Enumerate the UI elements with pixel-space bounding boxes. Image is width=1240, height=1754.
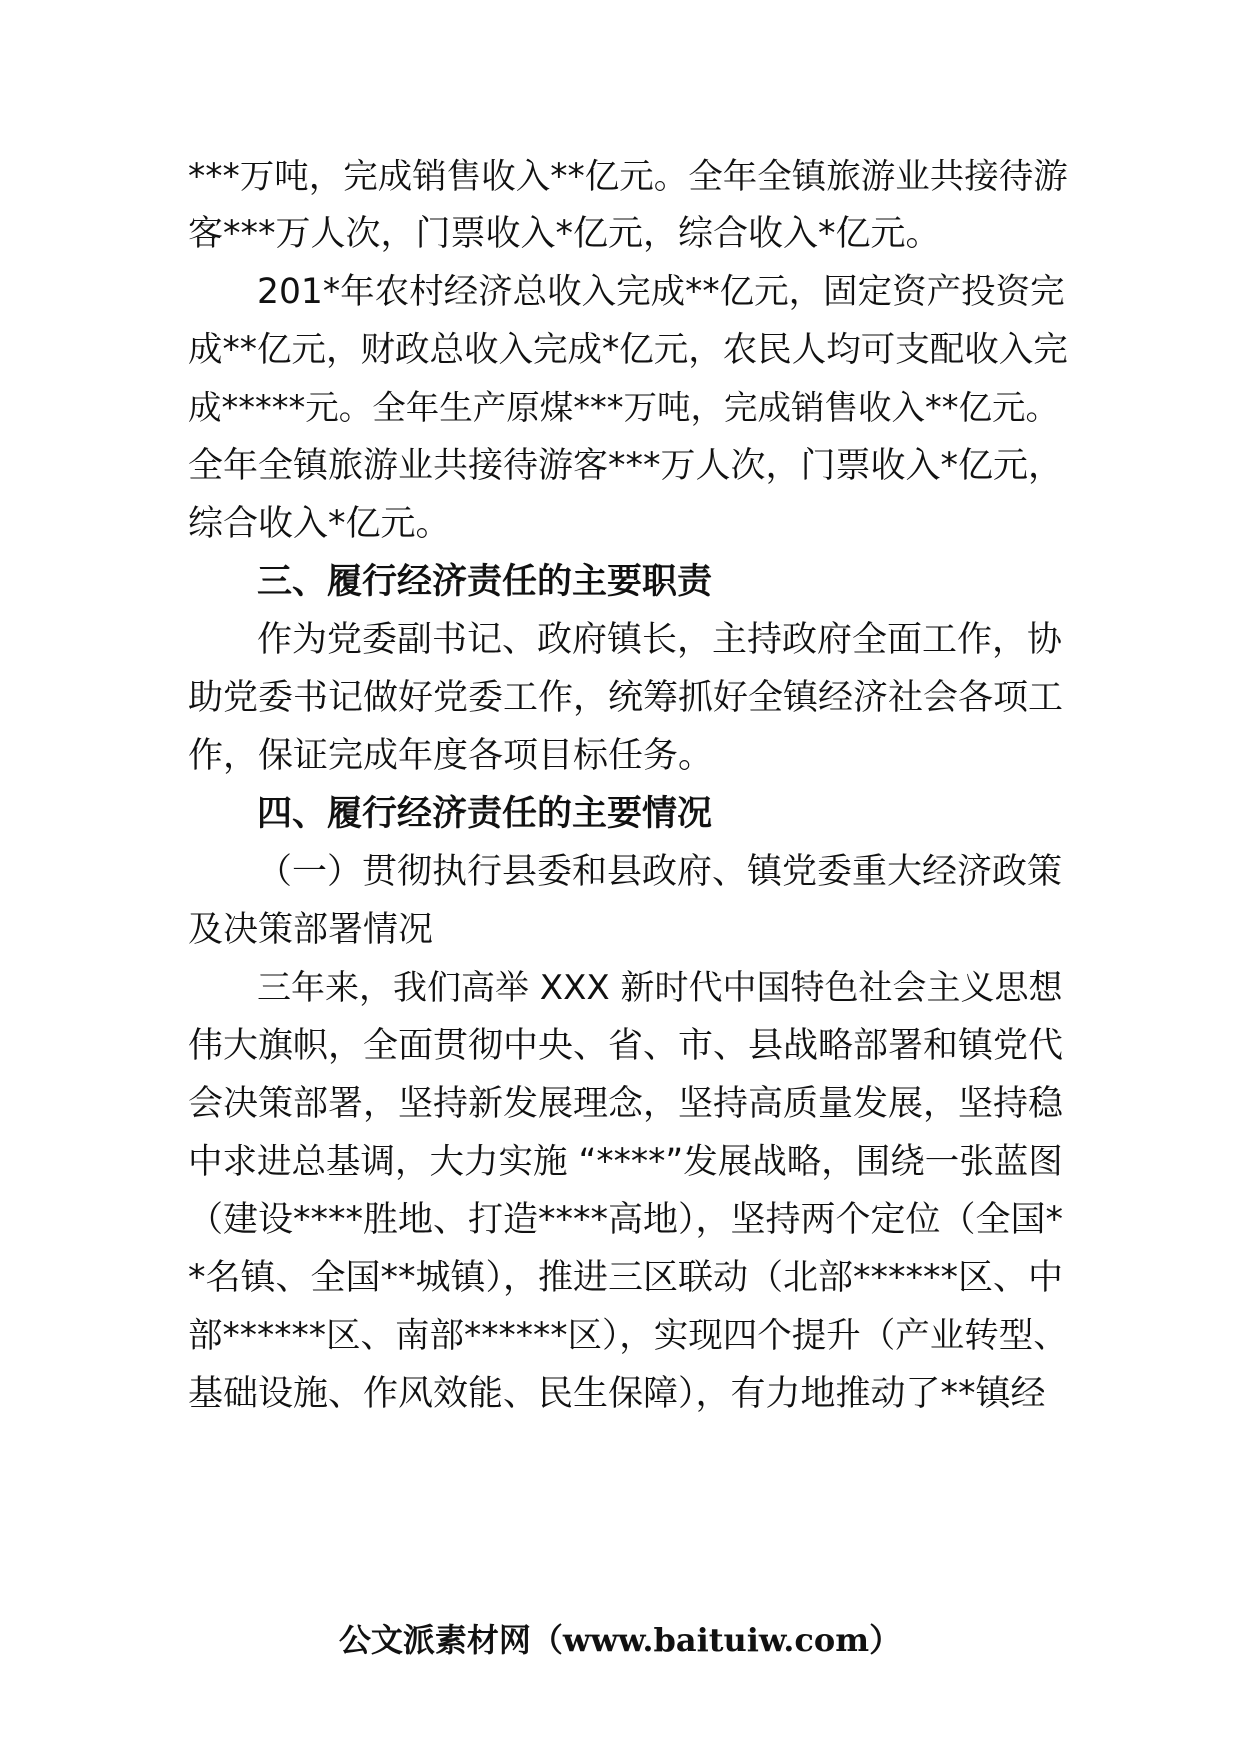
body-text-line: 成**亿元，财政总收入完成*亿元，农民人均可支配收入完 <box>188 330 1068 370</box>
body-text-line: 综合收入*亿元。 <box>188 504 451 544</box>
body-text-line: 作为党委副书记、政府镇长，主持政府全面工作，协 <box>257 620 1063 660</box>
body-text-line: 中求进总基调，大力实施 “****”发展战略，围绕一张蓝图 <box>188 1142 1063 1182</box>
body-text-line: （建设****胜地、打造****高地），坚持两个定位（全国* <box>188 1200 1064 1240</box>
body-text-line: 客***万人次，门票收入*亿元，综合收入*亿元。 <box>188 214 941 254</box>
body-text-line: 成*****元。全年生产原煤***万吨，完成销售收入**亿元。 <box>188 388 1059 427</box>
body-text-line: 基础设施、作风效能、民生保障），有力地推动了**镇经 <box>188 1374 1046 1414</box>
body-text-line: 三年来，我们高举 XXX 新时代中国特色社会主义思想 <box>257 968 1063 1008</box>
subsection-heading: （一）贯彻执行县委和县政府、镇党委重大经济政策 <box>257 852 1063 892</box>
section-heading: 三、履行经济责任的主要职责 <box>257 562 713 602</box>
body-text-line: 伟大旗帜，全面贯彻中央、省、市、县战略部署和镇党代 <box>188 1026 1064 1066</box>
section-heading: 四、履行经济责任的主要情况 <box>257 794 713 834</box>
subsection-heading: 及决策部署情况 <box>188 910 434 950</box>
body-text-line: *名镇、全国**城镇），推进三区联动（北部******区、中 <box>188 1258 1064 1298</box>
body-text-line: 201*年农村经济总收入完成**亿元，固定资产投资完 <box>257 272 1065 312</box>
body-text-line: 助党委书记做好党委工作，统筹抓好全镇经济社会各项工 <box>188 678 1064 718</box>
body-text-line: 作，保证完成年度各项目标任务。 <box>188 736 714 776</box>
body-text-line: 全年全镇旅游业共接待游客***万人次，门票收入*亿元， <box>188 446 1064 486</box>
body-text-line: ***万吨，完成销售收入**亿元。全年全镇旅游业共接待游 <box>188 157 1068 197</box>
footer-watermark: 公文派素材网（www.baituiw.com） <box>338 1621 902 1659</box>
body-text-line: 会决策部署，坚持新发展理念，坚持高质量发展，坚持稳 <box>188 1084 1064 1124</box>
body-text-line: 部******区、南部******区），实现四个提升（产业转型、 <box>188 1316 1068 1356</box>
